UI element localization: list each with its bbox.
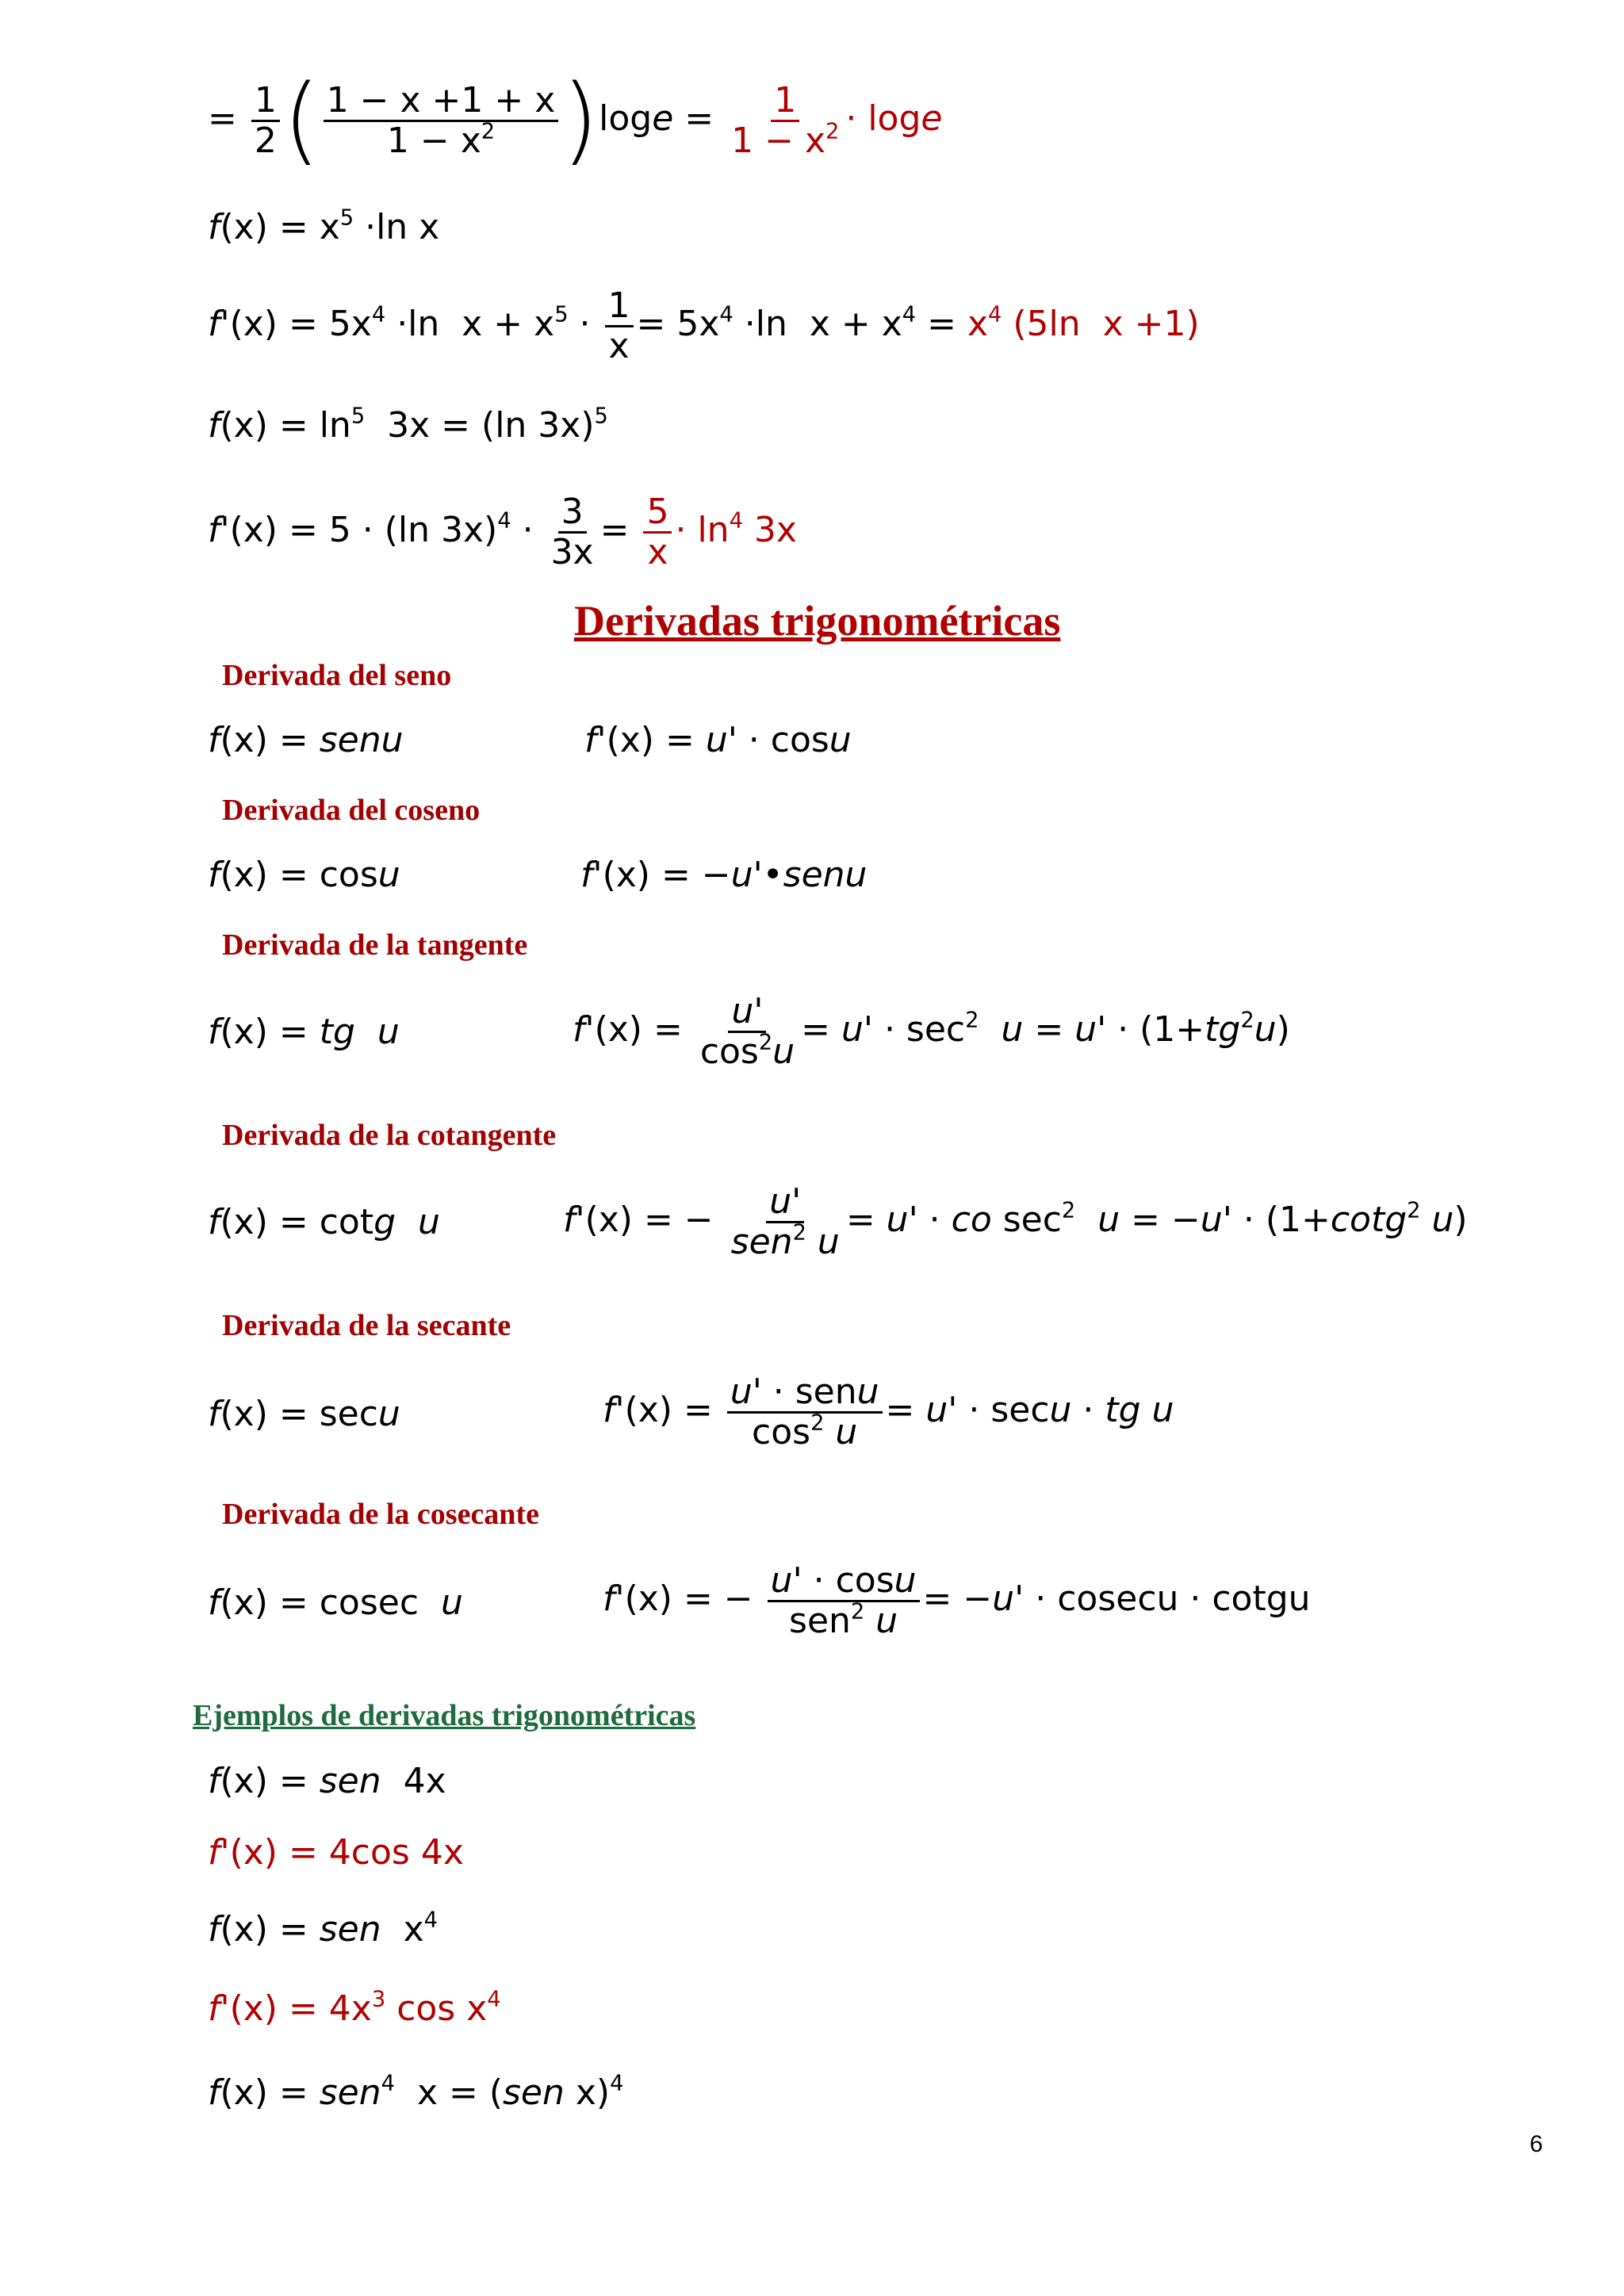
equation-fprime-cotg: f'(x) = − $\frac{u'}{sen^2 u}$ = u' · co $\sec^2 u = -u' \cdot (1+\cot g^2$ u) (563, 1181, 1468, 1262)
equation-f-cotg: f(x) = cotg u (208, 1202, 440, 1242)
equation-f-ln5-3x: $f(x) = \ln^5 3x = (\ln$ 3x)$^5$ (208, 404, 608, 446)
example-fprime-sen4x: f'(x) = 4cos 4x (208, 1832, 464, 1873)
subsection-coseno: Derivada del coseno (222, 794, 481, 827)
equation-fprime-sec: f'(x) = $\frac{\text{u' · senu}}{\cos^2 u}$ = u' · secu · tg u (603, 1372, 1174, 1452)
equation-f-tg: f(x) = tg u (208, 1012, 400, 1052)
equation-f-cosec: f(x) = cosec u (208, 1582, 463, 1623)
equation-fprime-cos: f'(x) = −u'•senu (580, 855, 868, 895)
example-f-sen4-x: f(x) = sen$^4$ x = (sen x)$^4$ (208, 2071, 624, 2113)
equation-f-cos: f(x) = cosu (208, 855, 400, 895)
subsection-secante: Derivada de la secante (222, 1309, 511, 1342)
page-number: 6 (1530, 2131, 1543, 2157)
subsection-cotangente: Derivada de la cotangente (222, 1119, 557, 1152)
equation-fprime-ln5-3x: f'(x) = 5 · (ln 3x)$^4$ · $\frac{3}{3x}$ = $\frac{5}{x}$ · $\ln^4 3x$ (208, 492, 797, 572)
example-f-sen-x4: f(x) = sen $x^4$ (208, 1908, 438, 1950)
equation-f-sen: f(x) = senu (208, 720, 404, 760)
examples-title: Ejemplos de derivadas trigonométricas (193, 1699, 696, 1732)
example-f-sen4x: f(x) = sen 4x (208, 1761, 446, 1801)
equation-fprime-sen: f'(x) = u' · cosu (584, 720, 852, 760)
equation-fprime-tg: f'(x) = $\frac{u'}{\cos^2u}$ = $u' \cdot \sec^2 u = u' \cdot (1+tg^2u)$ (573, 991, 1290, 1072)
example-fprime-sen-x4: $f'(x) = 4x^3$ $\cos x^4$ (208, 1987, 501, 2029)
subsection-cosecante: Derivada de la cosecante (222, 1498, 539, 1531)
equation-f-sec: f(x) = secu (208, 1394, 400, 1434)
equation-f-x5-lnx: $f(x) = x^5 \cdot\ln$ x (208, 205, 440, 247)
subsection-tangente: Derivada de la tangente (222, 928, 528, 962)
equation-fprime-cosec: f'(x) = − $\frac{u' \cdot \cos u}{sen^2 u}$ = −u' · cosecu · cotgu (603, 1560, 1311, 1641)
section-title: Derivadas trigonométricas (574, 597, 1061, 645)
subsection-seno: Derivada del seno (222, 659, 452, 692)
equation-fprime-x5-lnx: $f'(x) = 5x^4 \cdot\ln$ $x + x^5$ · $\frac{1}{x}$ = $5x^4 \cdot\ln$ $x + x^4 = x^4$ (5ln x +1) (208, 285, 1200, 366)
equation-log-result: = $\frac{1}{2}$ ( $\frac{1 - x +1 + x}{1 - x^2}$ )loge = $\frac{1}{1 - x^2}$ · loge (208, 65, 943, 175)
